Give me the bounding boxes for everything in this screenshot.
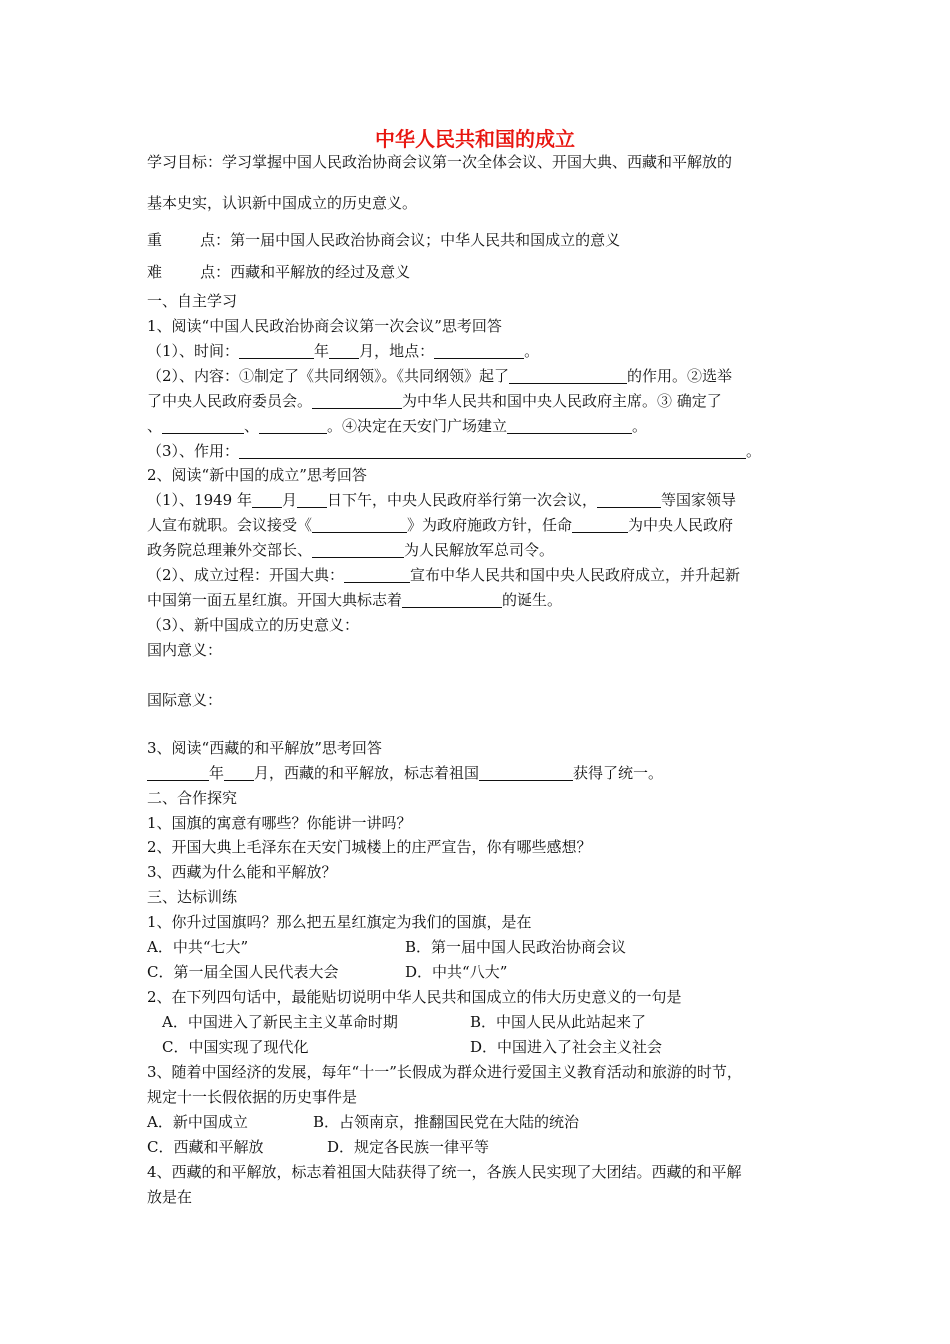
fill-blank[interactable] <box>344 566 410 583</box>
fill-blank[interactable] <box>402 591 502 608</box>
q2-line-b: 人宣布就职。会议接受《 》为政府施政方针，任命 为中央人民政府 <box>147 516 734 534</box>
key-points-line: 重 点：第一届中国人民政治协商会议；中华人民共和国成立的意义 <box>147 231 621 249</box>
q2-line-d: （2）、成立过程：开国大典： 宣布中华人民共和国中央人民政府成立，并升起新 <box>147 566 741 584</box>
fill-blank[interactable] <box>312 541 404 558</box>
q2-line-a: （1）、1949 年 月 日下午，中央人民政府举行第一次会议， 等国家领导 <box>147 491 737 509</box>
exercise-1: 1、你升过国旗吗？那么把五星红旗定为我们的国旗，是在 <box>147 913 532 931</box>
q2-line-e: 中国第一面五星红旗。开国大典标志着 的诞生。 <box>147 591 563 609</box>
fill-blank[interactable] <box>252 491 282 508</box>
fill-blank[interactable] <box>312 392 402 409</box>
difficult-points-line: 难 点：西藏和平解放的经过及意义 <box>147 263 411 281</box>
fill-blank[interactable] <box>329 342 359 359</box>
fill-blank[interactable] <box>297 491 327 508</box>
exercise-1-options-row-1 <box>147 937 626 957</box>
option-a[interactable]: A．中共“七大” <box>147 938 249 956</box>
fill-blank[interactable] <box>507 417 632 434</box>
option-b[interactable]: B．第一届中国人民政治协商会议 <box>405 938 627 956</box>
fill-blank[interactable] <box>147 764 209 781</box>
fill-blank[interactable] <box>239 342 314 359</box>
exercise-3-options-row-1 <box>147 1112 579 1132</box>
exercise-1-options-row-2 <box>147 962 507 982</box>
q1-line-c: 了中央人民政府委员会。 为中华人民共和国中央人民政府主席。③ 确定了 <box>147 392 722 410</box>
q2-line-f: （3）、新中国成立的历史意义： <box>147 616 360 634</box>
option-b[interactable]: B．中国人民从此站起来了 <box>470 1013 647 1031</box>
exercise-2: 2、在下列四句话中，最能贴切说明中华人民共和国成立的伟大历史意义的一句是 <box>147 988 682 1006</box>
q2-heading: 2、阅读“新中国的成立”思考回答 <box>147 466 367 484</box>
option-d[interactable]: D．规定各民族一律平等 <box>327 1138 490 1156</box>
q2-international-meaning: 国际意义： <box>147 691 223 709</box>
exercise-4-line-1: 4、西藏的和平解放，标志着祖国大陆获得了统一，各族人民实现了大团结。西藏的和平解 <box>147 1163 742 1181</box>
option-d[interactable]: D．中共“八大” <box>405 963 508 981</box>
q2-line-c: 政务院总理兼外交部长、 为人民解放军总司令。 <box>147 541 555 559</box>
q2-domestic-meaning: 国内意义： <box>147 641 223 659</box>
option-b[interactable]: B．占领南京，推翻国民党在大陆的统治 <box>313 1113 580 1131</box>
section-exercises: 三、达标训练 <box>147 888 238 906</box>
exercise-3-line-1: 3、随着中国经济的发展，每年“十一”长假成为群众进行爱国主义教育活动和旅游的时节， <box>147 1063 742 1081</box>
q3-heading: 3、阅读“西藏的和平解放”思考回答 <box>147 739 382 757</box>
option-c[interactable]: C．中国实现了现代化 <box>162 1038 309 1056</box>
q1-line-a: （1）、时间： 年 月，地点： 。 <box>147 342 540 360</box>
section-self-study: 一、自主学习 <box>147 292 238 310</box>
q1-line-b: （2）、内容：①制定了《共同纲领》。《共同纲领》起了 的作用。②选举 <box>147 367 733 385</box>
option-c[interactable]: C．第一届全国人民代表大会 <box>147 963 339 981</box>
option-a[interactable]: A．新中国成立 <box>147 1113 248 1131</box>
section-cooperative: 二、合作探究 <box>147 789 238 807</box>
fill-blank[interactable] <box>434 342 524 359</box>
q1-line-d: 、 、 。④决定在天安门广场建立 。 <box>147 417 648 435</box>
fill-blank[interactable] <box>224 764 254 781</box>
learning-goal-line-1: 学习目标：学习掌握中国人民政治协商会议第一次全体会议、开国大典、西藏和平解放的 <box>147 153 733 171</box>
fill-blank[interactable] <box>479 764 573 781</box>
learning-goal-line-2: 基本史实，认识新中国成立的历史意义。 <box>147 194 418 212</box>
exercise-2-options-row-1 <box>162 1012 646 1032</box>
q1-heading: 1、阅读“中国人民政治协商会议第一次会议”思考回答 <box>147 317 502 335</box>
coop-question-3: 3、西藏为什么能和平解放？ <box>147 863 337 881</box>
coop-question-2: 2、开国大典上毛泽东在天安门城楼上的庄严宣告，你有哪些感想？ <box>147 838 592 856</box>
option-a[interactable]: A．中国进入了新民主主义革命时期 <box>162 1013 398 1031</box>
fill-blank[interactable] <box>259 417 327 434</box>
fill-blank[interactable] <box>312 516 407 533</box>
q1-line-e: （3）、作用： 。 <box>147 442 762 460</box>
option-c[interactable]: C．西藏和平解放 <box>147 1138 264 1156</box>
fill-blank[interactable] <box>239 442 746 459</box>
fill-blank[interactable] <box>162 417 244 434</box>
fill-blank[interactable] <box>597 491 661 508</box>
fill-blank[interactable] <box>509 367 627 384</box>
fill-blank[interactable] <box>572 516 628 533</box>
coop-question-1: 1、国旗的寓意有哪些？你能讲一讲吗？ <box>147 814 412 832</box>
exercise-3-options-row-2 <box>147 1137 489 1157</box>
document-title: 中华人民共和国的成立 <box>375 127 575 151</box>
exercise-4-line-2: 放是在 <box>147 1188 193 1206</box>
exercise-3-line-2: 规定十一长假依据的历史事件是 <box>147 1088 358 1106</box>
option-d[interactable]: D．中国进入了社会主义社会 <box>470 1038 663 1056</box>
exercise-2-options-row-2 <box>162 1037 662 1057</box>
q3-line-a: 年 月，西藏的和平解放，标志着祖国 获得了统一。 <box>147 763 663 783</box>
